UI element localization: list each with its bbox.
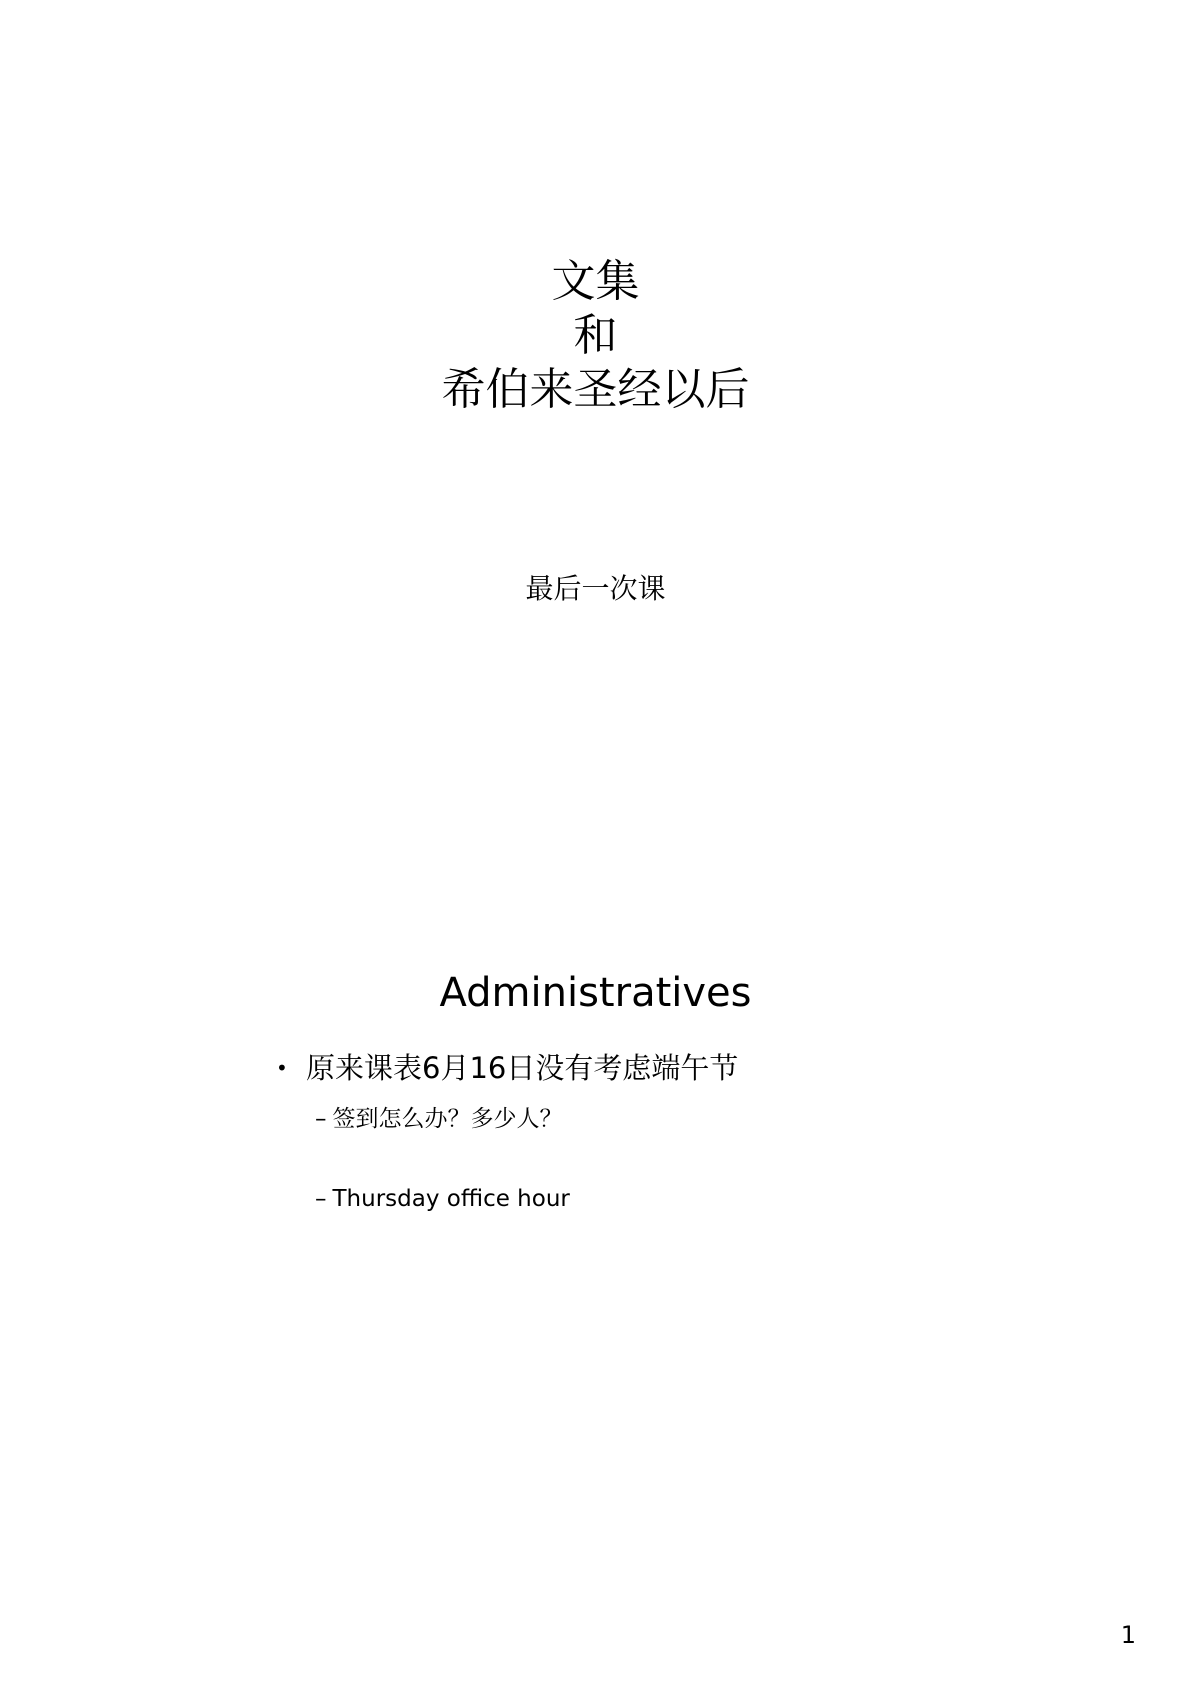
sub-item-office-hour [315,1184,570,1214]
sub-item-marker: – [315,1186,327,1212]
slide-subtitle: 最后一次课 [525,572,666,605]
sub-item-text: Thursday office hour [332,1186,570,1212]
slide-administratives [0,842,1191,1684]
bullet-text: 原来课表6月16日没有考虑端午节 [306,1051,739,1085]
title-line-3: 希伯来圣经以后 [441,364,750,415]
slide-title-heading [0,255,1191,417]
bullet-marker: • [276,1056,288,1080]
administratives-heading: Administratives [439,970,752,1016]
page-number: 1 [1120,1621,1136,1649]
sub-item-text: 签到怎么办？多少人？ [332,1106,563,1132]
bullet-item [276,1050,738,1086]
title-line-1: 文集 [551,256,640,307]
title-line-2: 和 [573,310,618,361]
sub-item-marker: – [315,1106,327,1132]
sub-item-signin [315,1104,563,1134]
